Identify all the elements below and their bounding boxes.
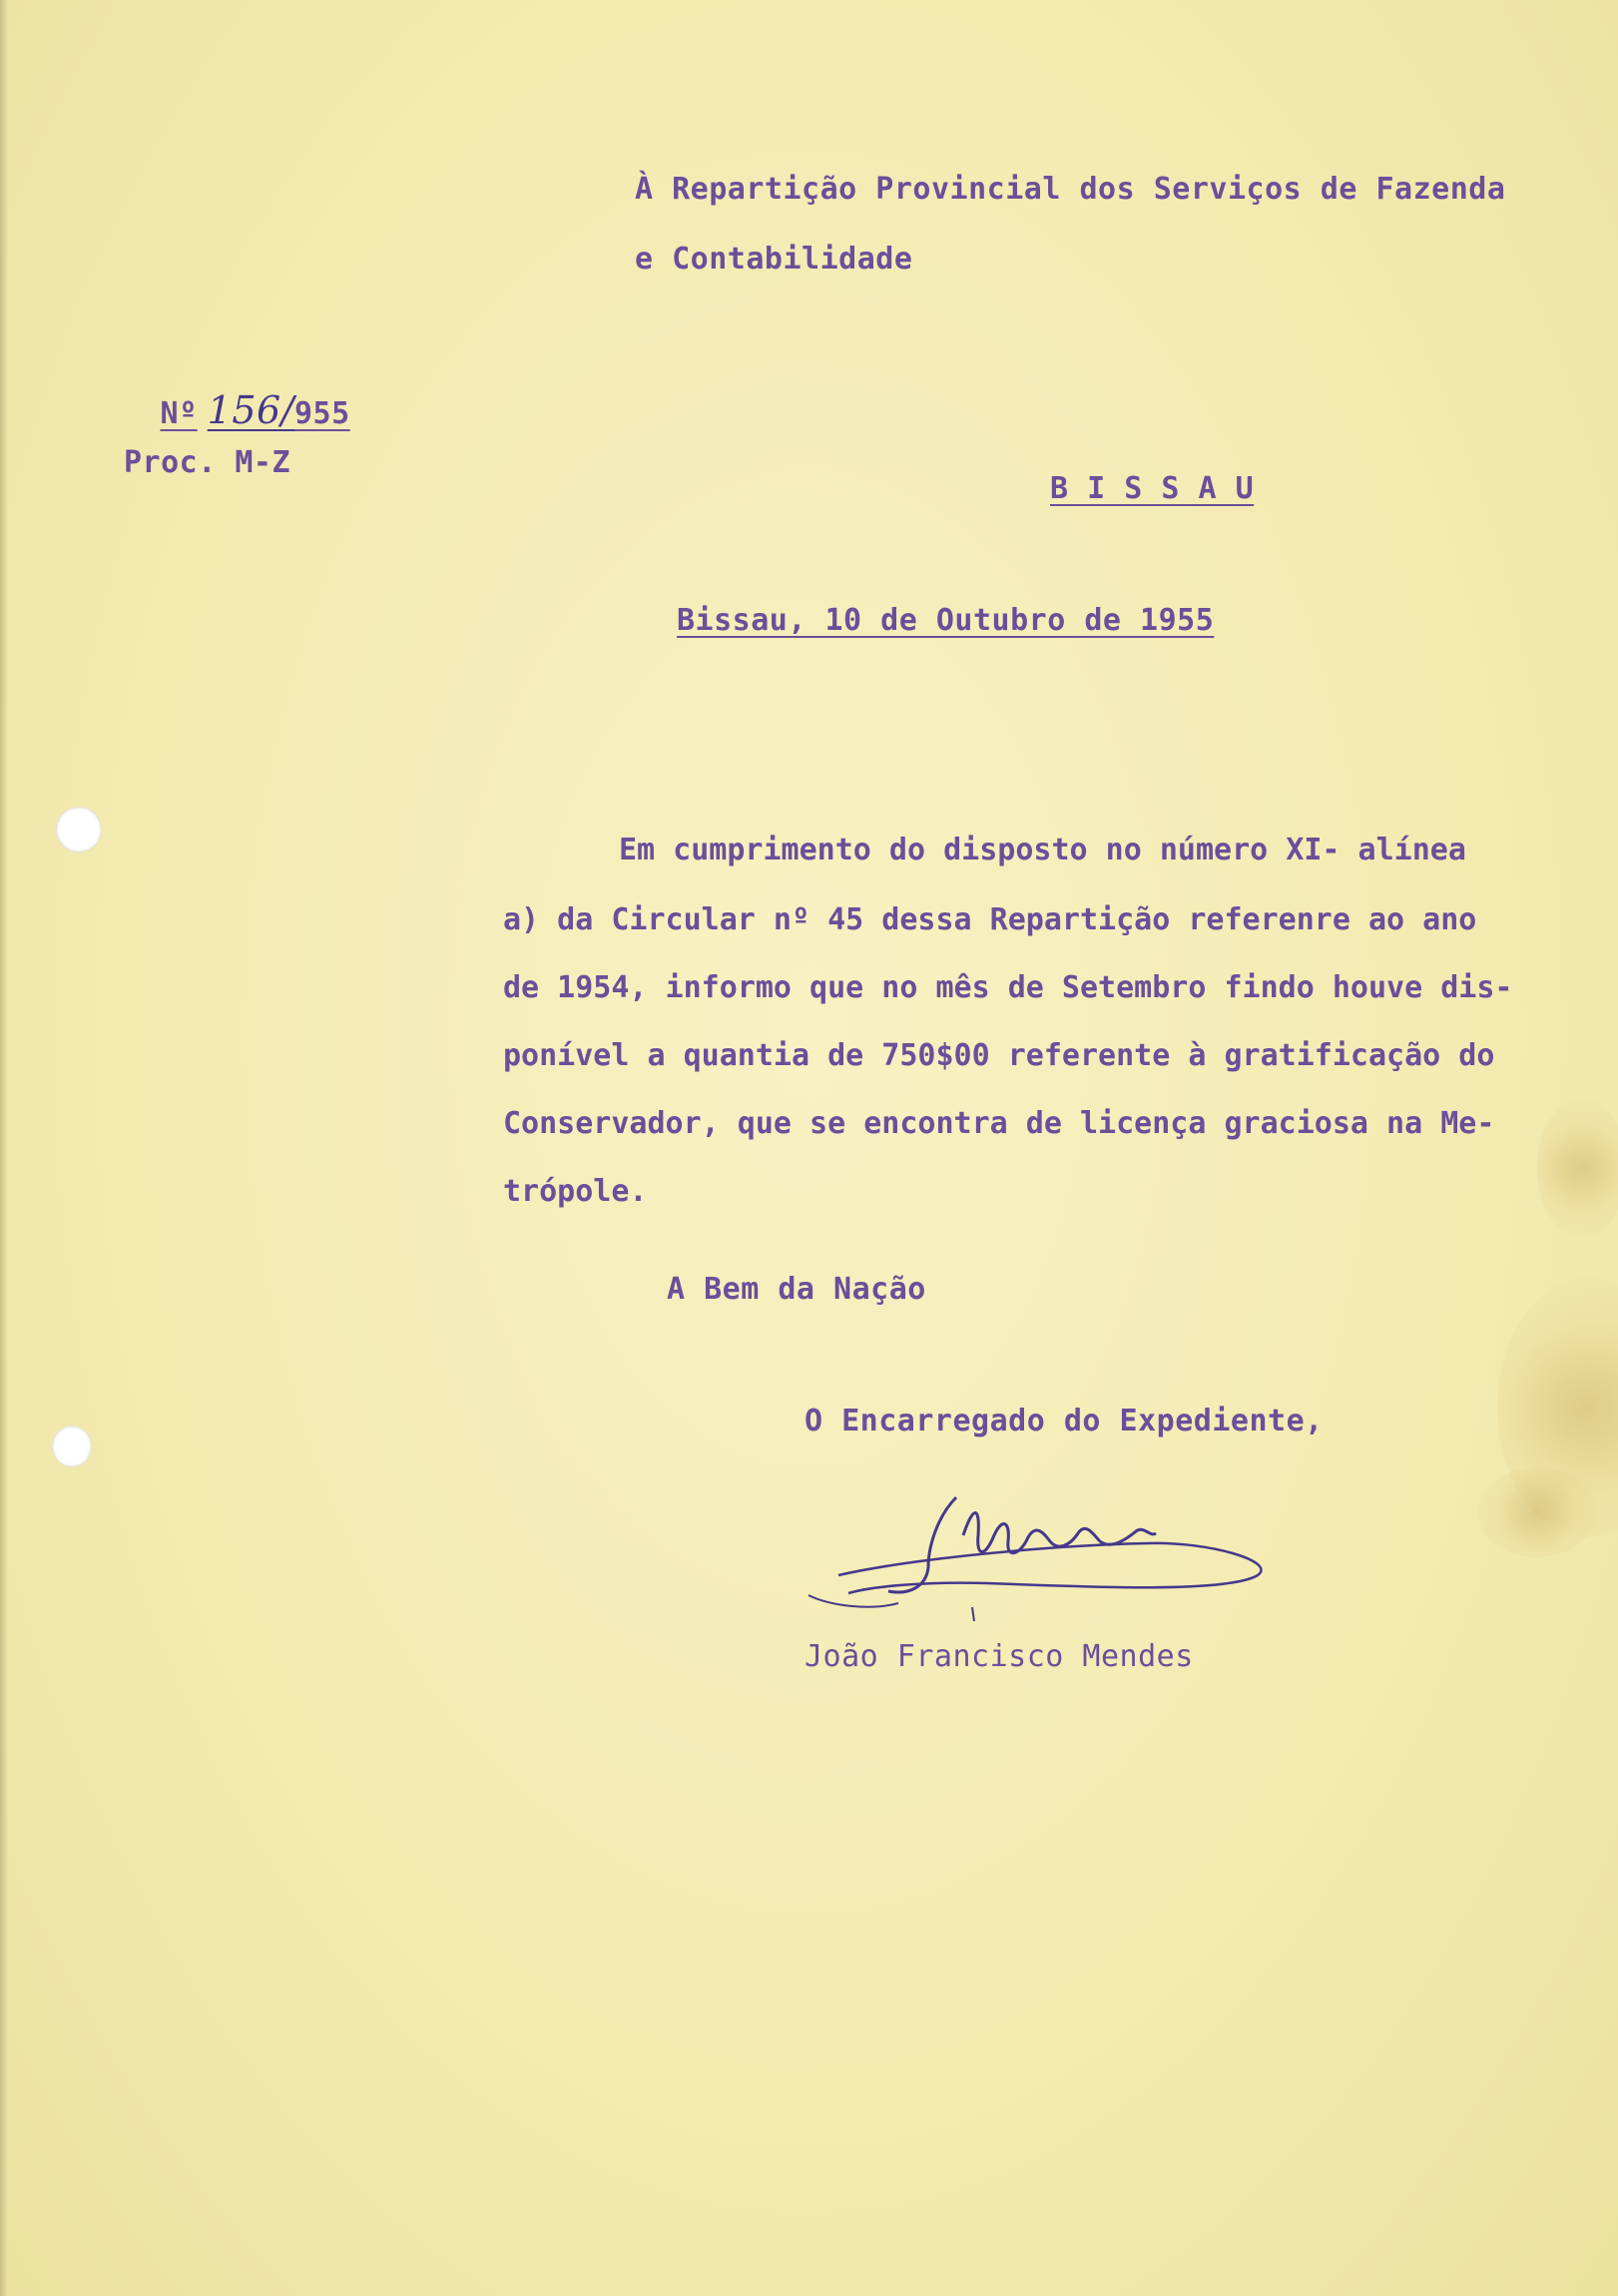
signature — [789, 1475, 1288, 1645]
paper-stain — [1477, 1467, 1597, 1557]
body-line-4: ponível a quantia de 750$00 referente à gratificação do — [503, 1038, 1495, 1073]
closing-salutation: A Bem da Nação — [667, 1272, 926, 1307]
body-line-5: Conservador, que se encontra de licença graciosa na Me- — [503, 1106, 1495, 1141]
city-heading: B I S S A U — [1050, 471, 1255, 506]
paper-stain — [1537, 1098, 1618, 1238]
signatory-title: O Encarregado do Expediente, — [805, 1404, 1324, 1438]
reference-number — [122, 369, 350, 451]
addressee-line-1: À Repartição Provincial dos Serviços de Fazenda — [635, 172, 1506, 207]
addressee-line-2: e Contabilidade — [635, 242, 913, 277]
reference-year: 955 — [294, 396, 350, 431]
proc-reference: Proc. M-Z — [124, 445, 291, 480]
body-line-2: a) da Circular nº 45 dessa Repartição referenre ao ano — [503, 902, 1477, 937]
date-line: Bissau, 10 de Outubro de 1955 — [677, 603, 1215, 638]
punch-hole-bottom — [52, 1426, 92, 1467]
punch-hole-top — [56, 807, 102, 853]
reference-handwritten-number: 156/ — [207, 388, 294, 432]
body-line-6: trópole. — [503, 1174, 648, 1209]
paper-edge — [0, 0, 8, 2296]
signatory-name: João Francisco Mendes — [805, 1639, 1194, 1674]
reference-prefix: Nº — [160, 396, 198, 431]
body-line-3: de 1954, informo que no mês de Setembro findo houve dis- — [503, 970, 1513, 1005]
body-line-1: Em cumprimento do disposto no número XI- alínea — [619, 833, 1466, 867]
